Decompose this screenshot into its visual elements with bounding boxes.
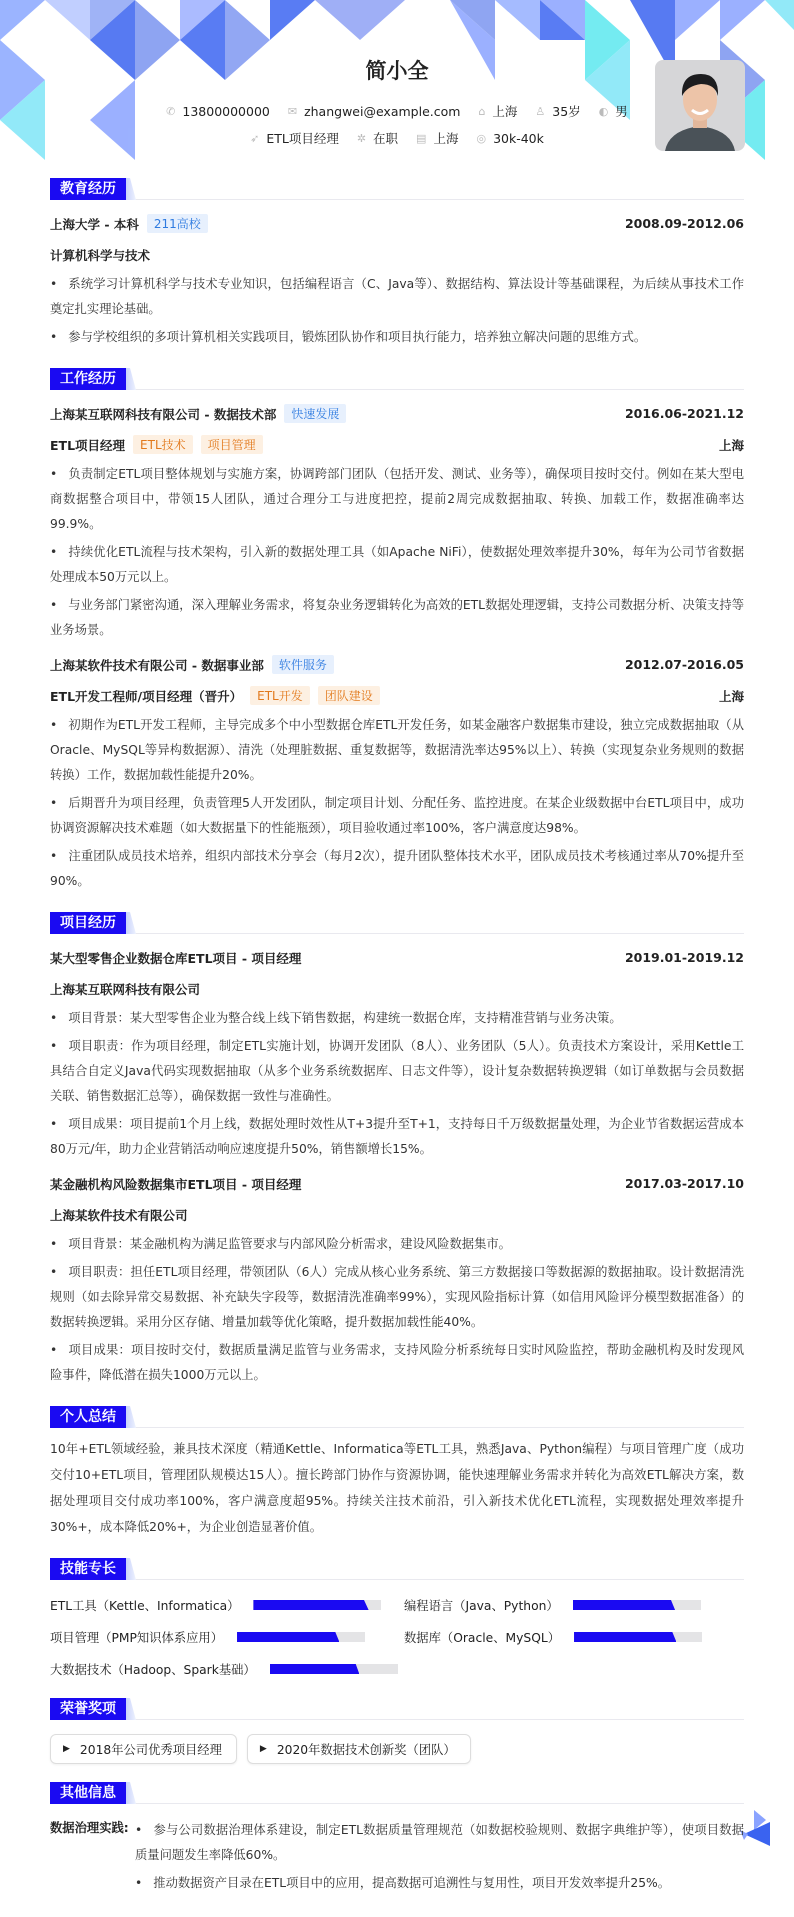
left	[50, 655, 334, 674]
skill-name: 项目管理（PMP知识体系应用）	[50, 1631, 224, 1645]
date-range: 2016.06-2021.12	[624, 406, 744, 421]
other-label: 数据治理实践:	[50, 1821, 129, 1835]
phone: 13800000000	[182, 103, 270, 119]
expected-city: 上海	[433, 131, 459, 146]
section-education	[50, 178, 744, 350]
project-item	[50, 942, 744, 1162]
job-title: ETL项目经理	[266, 131, 339, 146]
role-tag: 团队建设	[318, 686, 380, 705]
section-header	[50, 1406, 744, 1428]
skill-item	[50, 1594, 404, 1616]
age-icon: ♙	[535, 104, 546, 118]
school-tag: 211高校	[147, 214, 208, 233]
role: ETL项目经理	[50, 437, 126, 453]
bullet-item: • 项目职责：担任ETL项目经理，带领团队（6人）完成从核心业务系统、第三方数据接口等数据源的数据抽取。设计数据清洗规则（如去除异常交易数据、补充缺失字段等，数据清洗准确率99%），实现风险指标计算（如信用风险评分模型数据准备）的数据转换逻辑。采用分区存储、增量加载等优化策略，提升数据加载性能40%。	[50, 1260, 744, 1335]
work-city: 上海	[718, 437, 744, 453]
school-name: 上海大学 - 本科	[50, 216, 139, 232]
email: zhangwei@example.com	[304, 103, 461, 119]
section-header	[50, 1558, 744, 1580]
project-company: 上海某软件技术有限公司	[50, 1207, 188, 1223]
candidate-name: 简小全	[365, 59, 429, 83]
avatar-photo	[655, 60, 745, 151]
bullet-item: • 项目成果：项目按时交付，数据质量满足监管与业务需求，支持风险分析系统每日实时风险监控，帮助金融机构及时发现风险事件，降低潜在损失1000万元以上。	[50, 1338, 744, 1388]
company-name: 上海某软件技术有限公司 - 数据事业部	[50, 657, 264, 673]
company-name: 上海某互联网科技有限公司 - 数据技术部	[50, 406, 277, 422]
skill-bar-fill	[270, 1664, 360, 1674]
work-item	[50, 649, 744, 894]
skill-bar	[270, 1664, 398, 1674]
project-company-row	[50, 973, 744, 1004]
work-item	[50, 398, 744, 643]
skill-item	[404, 1594, 744, 1616]
bullet-list	[50, 713, 744, 894]
section-title: 项目经历	[50, 912, 126, 934]
skill-bar-fill	[237, 1632, 339, 1642]
role-row	[50, 680, 744, 711]
company-row	[50, 649, 744, 680]
city: 上海	[492, 104, 518, 119]
section-title: 荣誉奖项	[50, 1698, 126, 1720]
education-row	[50, 208, 744, 239]
bullet-item: • 项目背景：某金融机构为满足监管要求与内部风险分析需求，建设风险数据集市。	[50, 1232, 744, 1257]
skill-bar-fill	[573, 1600, 675, 1610]
bullet-item: • 项目背景：某大型零售企业为整合线上线下销售数据，构建统一数据仓库，支持精准营销与业务决策。	[50, 1006, 744, 1031]
resume-body	[50, 178, 744, 1917]
bullet-item: • 参与公司数据治理体系建设，制定ETL数据质量管理规范（如数据校验规则、数据字典维护等），使项目数据质量问题发生率降低60%。	[135, 1818, 744, 1868]
education-item	[50, 208, 744, 350]
role-tag: ETL技术	[133, 435, 193, 454]
section-awards	[50, 1698, 744, 1764]
project-company-row	[50, 1199, 744, 1230]
project-item	[50, 1168, 744, 1388]
date-range: 2008.09-2012.06	[624, 216, 744, 231]
section-title: 个人总结	[50, 1406, 126, 1428]
status-icon: ✲	[356, 131, 367, 145]
bullet-item: • 持续优化ETL流程与技术架构，引入新的数据处理工具（如Apache NiFi），使数据处理效率提升30%，每年为公司节省数据处理成本50万元以上。	[50, 540, 744, 590]
award-item	[247, 1734, 471, 1764]
bullet-list	[50, 462, 744, 643]
job-status: 在职	[373, 131, 399, 146]
skill-name: 大数据技术（Hadoop、Spark基础）	[50, 1663, 256, 1677]
company-tag: 快速发展	[284, 404, 346, 423]
section-header	[50, 912, 744, 934]
project-name: 某金融机构风险数据集市ETL项目 - 项目经理	[50, 1176, 302, 1192]
bullet-item: • 项目成果：项目提前1个月上线，数据处理时效性从T+3提升至T+1，支持每日千万级数据量处理，为企业节省数据运营成本80万元/年，助力企业营销活动响应速度提升50%，销售额增长15%。	[50, 1112, 744, 1162]
email-icon: ✉	[287, 104, 298, 118]
play-triangle-icon: ▶	[259, 1744, 267, 1754]
skill-name: 数据库（Oracle、MySQL）	[404, 1631, 561, 1645]
left	[50, 686, 380, 705]
role: ETL开发工程师/项目经理（晋升）	[50, 688, 243, 704]
award-item	[50, 1734, 237, 1764]
bullet-list	[50, 1006, 744, 1162]
skill-item	[404, 1626, 744, 1648]
role-row	[50, 429, 744, 460]
skill-bar-fill	[253, 1600, 368, 1610]
section-work	[50, 368, 744, 894]
project-company: 上海某互联网科技有限公司	[50, 981, 201, 997]
bullet-list	[135, 1818, 744, 1896]
salary-icon: ◎	[476, 131, 487, 145]
bullet-list	[50, 1232, 744, 1388]
section-skills	[50, 1558, 744, 1680]
project-name: 某大型零售企业数据仓库ETL项目 - 项目经理	[50, 950, 302, 966]
skill-item	[50, 1626, 404, 1648]
project-row	[50, 1168, 744, 1199]
section-title: 技能专长	[50, 1558, 126, 1580]
bullet-item: • 初期作为ETL开发工程师，主导完成多个中小型数据仓库ETL开发任务，如某金融客户数据集市建设，独立完成数据抽取（从Oracle、MySQL等异构数据源）、清洗（处理脏数据、重复数据等，数据清洗率达95%以上）、转换（实现复杂业务规则的数据转换）工作，数据加载性能提升20%。	[50, 713, 744, 788]
skill-name: ETL工具（Kettle、Informatica）	[50, 1599, 240, 1613]
role-tag: 项目管理	[201, 435, 263, 454]
section-header	[50, 178, 744, 200]
awards-list	[50, 1734, 744, 1764]
section-summary	[50, 1406, 744, 1540]
left	[50, 214, 208, 233]
section-header	[50, 1782, 744, 1804]
role-tag: ETL开发	[250, 686, 310, 705]
skills-grid	[50, 1594, 744, 1680]
section-projects	[50, 912, 744, 1388]
section-header	[50, 1698, 744, 1720]
play-triangle-icon: ▶	[63, 1744, 70, 1754]
send-icon: ➶	[250, 131, 260, 145]
project-row	[50, 942, 744, 973]
phone-icon: ✆	[166, 104, 176, 118]
skill-bar	[574, 1632, 702, 1642]
bullet-item: • 注重团队成员技术培养，组织内部技术分享会（每月2次），提升团队整体技术水平，团队成员技术考核通过率从70%提升至90%。	[50, 844, 744, 894]
date-range: 2012.07-2016.05	[624, 657, 744, 672]
skill-name: 编程语言（Java、Python）	[404, 1599, 559, 1613]
skill-bar	[253, 1600, 381, 1610]
corner-logo-icon	[740, 1810, 776, 1850]
bullet-item: • 推动数据资产目录在ETL项目中的应用，提高数据可追溯性与复用性，项目开发效率提升25%。	[135, 1871, 744, 1896]
skill-bar-fill	[574, 1632, 676, 1642]
date-range: 2017.03-2017.10	[624, 1176, 744, 1191]
bullet-item: • 后期晋升为项目经理，负责管理5人开发团队，制定项目计划、分配任务、监控进度。在某企业级数据中台ETL项目中，成功协调资源解决技术难题（如大数据量下的性能瓶颈），项目验收通过率100%，客户满意度达98%。	[50, 791, 744, 841]
left	[50, 404, 346, 423]
salary: 30k-40k	[493, 130, 544, 146]
section-title: 教育经历	[50, 178, 126, 200]
company-tag: 软件服务	[272, 655, 334, 674]
bullet-item: • 系统学习计算机科学与技术专业知识，包括编程语言（C、Java等）、数据结构、算法设计等基础课程，为后续从事技术工作奠定扎实理论基础。	[50, 272, 744, 322]
skill-bar	[237, 1632, 365, 1642]
bullet-item: • 参与学校组织的多项计算机相关实践项目，锻炼团队协作和项目执行能力，培养独立解决问题的思维方式。	[50, 325, 744, 350]
date-range: 2019.01-2019.12	[624, 950, 744, 965]
company-row	[50, 398, 744, 429]
other-info	[50, 1816, 744, 1899]
other-content	[135, 1816, 744, 1899]
home-icon: ⌂	[478, 104, 486, 118]
section-title: 工作经历	[50, 368, 126, 390]
summary-text: 10年+ETL领域经验，兼具技术深度（精通Kettle、Informatica等ETL工具，熟悉Java、Python编程）与项目管理广度（成功交付10+ETL项目，管理团队规模达15人）。擅长跨部门协作与资源协调，能快速理解业务需求并转化为高效ETL解决方案，数据处理项目交付成功率100%，客户满意度超95%。持续关注技术前沿，引入新技术优化ETL流程，实现数据处理效率提升30%+，成本降低20%+，为企业创造显著价值。	[50, 1442, 744, 1534]
award-name: 2020年数据技术创新奖（团队）	[276, 1743, 456, 1757]
age: 35岁	[552, 104, 581, 119]
major: 计算机科学与技术	[50, 247, 151, 263]
section-header	[50, 368, 744, 390]
section-title: 其他信息	[50, 1782, 126, 1804]
bullet-item: • 项目职责：作为项目经理，制定ETL实施计划，协调开发团队（8人）、业务团队（5人）。负责技术方案设计，采用Kettle工具结合自定义Java代码实现数据抽取（从多个业务系统数据库、日志文件等），设计复杂数据转换逻辑（如订单数据与会员数据关联、销售数据汇总等），确保数据一致性与准确性。	[50, 1034, 744, 1109]
section-other	[50, 1782, 744, 1899]
skill-bar	[573, 1600, 701, 1610]
skill-item	[50, 1658, 404, 1680]
gender: 男	[615, 104, 628, 119]
work-city: 上海	[718, 688, 744, 704]
bullet-list	[50, 272, 744, 350]
bullet-item: • 与业务部门紧密沟通，深入理解业务需求，将复杂业务逻辑转化为高效的ETL数据处理逻辑，支持公司数据分析、决策支持等业务场景。	[50, 593, 744, 643]
left	[50, 435, 263, 454]
major-row	[50, 239, 744, 270]
gender-icon: ◐	[598, 104, 609, 118]
award-name: 2018年公司优秀项目经理	[79, 1743, 222, 1757]
bullet-item: • 负责制定ETL项目整体规划与实施方案，协调跨部门团队（包括开发、测试、业务等），确保项目按时交付。例如在某大型电商数据整合项目中，带领15人团队，通过合理分工与进度把控，提前2周完成数据抽取、转换、加载工作，数据准确率达99.9%。	[50, 462, 744, 537]
building-icon: ▤	[416, 131, 427, 145]
